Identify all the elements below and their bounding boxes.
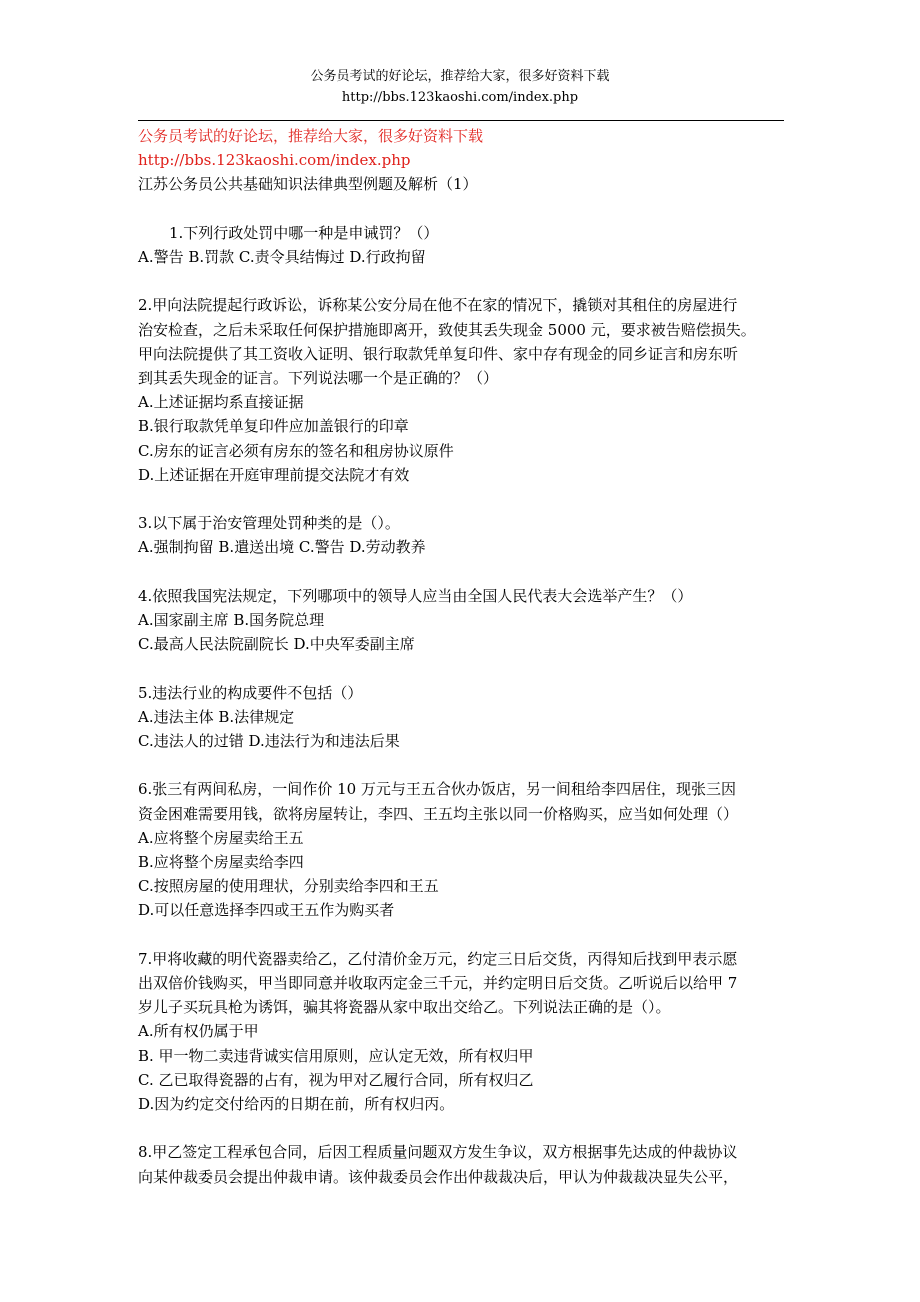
- question-options: A.违法主体 B.法律规定: [138, 707, 295, 726]
- page-header: [0, 66, 920, 108]
- header-divider: [138, 120, 784, 121]
- option-a: A.上述证据均系直接证据: [138, 393, 304, 412]
- option-c: C. 乙已取得瓷器的占有，视为甲对乙履行合同，所有权归乙: [138, 1070, 534, 1089]
- question-1: [138, 221, 788, 269]
- question-stem: 资金困难需要用钱，欲将房屋转让，李四、王五均主张以同一价格购买，应当如何处理（）: [138, 804, 739, 823]
- question-options: A.警告 B.罚款 C.责令具结悔过 D.行政拘留: [138, 248, 426, 266]
- question-stem: 6.张三有两间私房，一间作价 10 万元与王五合伙办饭店，另一间租给李四居住，现张三因: [138, 780, 736, 799]
- option-d: D.上述证据在开庭审理前提交法院才有效: [138, 465, 410, 484]
- document-title: 江苏公务员公共基础知识法律典型例题及解析（1）: [138, 175, 478, 194]
- question-options: A.强制拘留 B.遣送出境 C.警告 D.劳动教养: [138, 538, 426, 557]
- question-stem: 到其丢失现金的证言。下列说法哪一个是正确的？（）: [138, 369, 499, 387]
- question-4: [138, 584, 788, 657]
- question-5: [138, 681, 788, 754]
- question-stem: 7.甲将收藏的明代瓷器卖给乙，乙付清价金万元，约定三日后交货，丙得知后找到甲表示愿: [138, 949, 738, 968]
- option-c: C.房东的证言必须有房东的签名和租房协议原件: [138, 441, 454, 460]
- question-stem: 8.甲乙签定工程承包合同，后因工程质量问题双方发生争议，双方根据事先达成的仲裁协议: [138, 1143, 738, 1162]
- question-2: [138, 293, 788, 487]
- question-3: [138, 511, 788, 559]
- option-d: D.可以任意选择李四或王五作为购买者: [138, 901, 395, 920]
- question-stem: 向某仲裁委员会提出仲裁申请。该仲裁委员会作出仲裁裁决后，甲认为仲裁裁决显失公平，: [138, 1167, 739, 1186]
- header-url: http://bbs.123kaoshi.com/index.php: [341, 90, 579, 105]
- question-stem: 3.以下属于治安管理处罚种类的是（）。: [138, 514, 400, 533]
- option-b: B. 甲一物二卖违背诚实信用原则，应认定无效，所有权归甲: [138, 1046, 534, 1065]
- promo-link[interactable]: http://bbs.123kaoshi.com/index.php: [138, 151, 411, 170]
- question-7: [138, 947, 788, 1116]
- question-stem: 甲向法院提供了其工资收入证明、银行取款凭单复印件、家中存有现金的同乡证言和房东听: [138, 344, 739, 363]
- header-slogan: 公务员考试的好论坛，推荐给大家，很多好资料下载: [310, 69, 610, 84]
- question-stem: 治安检查，之后未采取任何保护措施即离开，致使其丢失现金 5000 元，要求被告赔偿损失。: [138, 320, 756, 339]
- question-stem: 2.甲向法院提起行政诉讼，诉称某公安分局在他不在家的情况下，撬锁对其租住的房屋进行: [138, 296, 738, 315]
- promo-slogan: 公务员考试的好论坛，推荐给大家，很多好资料下载: [138, 127, 484, 145]
- question-stem: 4.依照我国宪法规定，下列哪项中的领导人应当由全国人民代表大会选举产生？（）: [138, 586, 693, 605]
- question-stem: 出双倍价钱购买，甲当即同意并收取丙定金三千元，并约定明日后交货。乙听说后以给甲 7: [138, 974, 738, 992]
- document-body: [138, 124, 788, 1213]
- option-a: A.应将整个房屋卖给王五: [138, 828, 304, 847]
- question-stem: 岁儿子买玩具枪为诱饵，骗其将瓷器从家中取出交给乙。下列说法正确的是（）。: [138, 998, 671, 1017]
- question-stem: 5.违法行业的构成要件不包括（）: [138, 683, 363, 702]
- option-d: D.因为约定交付给丙的日期在前，所有权归丙。: [138, 1095, 455, 1114]
- option-b: B.银行取款凭单复印件应加盖银行的印章: [138, 417, 409, 436]
- option-b: B.应将整个房屋卖给李四: [138, 853, 304, 871]
- question-8: [138, 1140, 788, 1188]
- question-options: A.国家副主席 B.国务院总理: [138, 611, 325, 629]
- option-c: C.按照房屋的使用理状，分别卖给李四和王五: [138, 877, 439, 896]
- question-options: C.最高人民法院副院长 D.中央军委副主席: [138, 635, 415, 654]
- option-a: A.所有权仍属于甲: [138, 1022, 259, 1041]
- question-6: [138, 777, 788, 922]
- question-options: C.违法人的过错 D.违法行为和违法后果: [138, 732, 400, 750]
- question-stem: 1.下列行政处罚中哪一种是申诫罚？（）: [169, 223, 439, 242]
